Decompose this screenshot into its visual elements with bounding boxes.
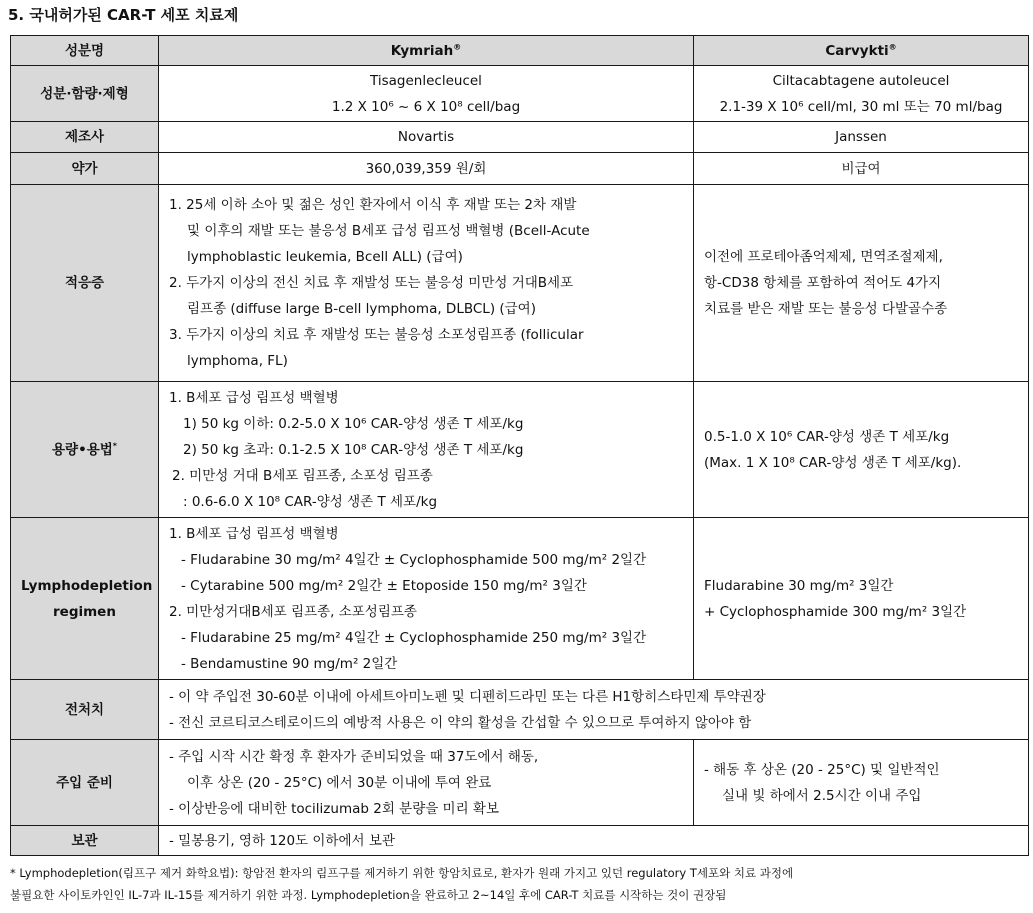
indication-kymriah-line: 2. 두가지 이상의 전신 치료 후 재발성 또는 불응성 미만성 거대B세포	[169, 275, 574, 291]
dosage-kymriah-line: 2. 미만성 거대 B세포 림프종, 소포성 림프종	[172, 467, 433, 484]
lymphodepletion-carvykti	[694, 518, 1029, 680]
lymphodepletion-kymriah-line: - Bendamustine 90 mg/m² 2일간	[181, 655, 398, 672]
infusion-prep-kymriah-line: 이후 상온 (20 - 25°C) 에서 30분 이내에 투여 완료	[187, 774, 492, 791]
indication-kymriah-line: lymphoma, FL)	[187, 353, 288, 369]
lymphodepletion-row	[11, 518, 1029, 680]
manufacturer-carvykti: Janssen	[694, 122, 1029, 153]
carvykti-registered-mark: ®	[888, 42, 897, 51]
kymriah-name: Kymriah	[390, 42, 454, 59]
indication-kymriah-line: 림프종 (diffuse large B-cell lymphoma, DLBCL) (급여)	[187, 301, 536, 317]
indication-kymriah	[159, 185, 694, 382]
indication-carvykti-line: 이전에 프로테아좀억제제, 면역조절제제,	[704, 249, 943, 265]
ingredient-kymriah-line: 1.2 X 10⁶ ~ 6 X 10⁸ cell/bag	[331, 98, 521, 115]
indication-kymriah-line: 1. 25세 이하 소아 및 젊은 성인 환자에서 이식 후 재발 또는 2차 재발	[169, 197, 577, 213]
dosage-label-text: 용량•용법	[52, 441, 113, 458]
price-row	[11, 153, 1029, 185]
manufacturer-kymriah: Novartis	[159, 122, 694, 153]
car-t-table	[10, 35, 1029, 856]
row-label-infusion-prep: 주입 준비	[11, 740, 159, 826]
infusion-prep-kymriah-line: - 이상반응에 대비한 tocilizumab 2회 분량을 미리 확보	[169, 800, 500, 817]
dosage-kymriah-line: 2) 50 kg 초과: 0.1-2.5 X 10⁸ CAR-양성 생존 T 세포/kg	[183, 441, 524, 458]
ingredient-carvykti	[694, 66, 1029, 122]
price-kymriah: 360,039,359 원/회	[159, 153, 694, 185]
dosage-kymriah	[159, 382, 694, 518]
footnote-line: * Lymphodepletion(림프구 제거 화학요법): 항암전 환자의 림프구를 제거하기 위한 항암치료로, 환자가 원래 가지고 있던 regulatory T세포와 치료 과정에	[10, 866, 794, 880]
header-row	[11, 36, 1029, 66]
dosage-row	[11, 382, 1029, 518]
manufacturer-row	[11, 122, 1029, 153]
premedication-line: - 전신 코르티코스테로이드의 예방적 사용은 이 약의 활성을 간섭할 수 있으므로 투여하지 않아야 함	[169, 714, 752, 731]
infusion-prep-row	[11, 740, 1029, 826]
lymphodepletion-kymriah	[159, 518, 694, 680]
footnote	[10, 862, 1028, 906]
infusion-prep-carvykti	[694, 740, 1029, 826]
storage-content: - 밀봉용기, 영하 120도 이하에서 보관	[159, 826, 1029, 856]
indication-kymriah-line: lymphoblastic leukemia, Bcell ALL) (급여)	[187, 249, 463, 265]
kymriah-registered-mark: ®	[453, 42, 462, 51]
lymphodepletion-kymriah-line: 1. B세포 급성 림프성 백혈병	[169, 525, 339, 542]
premedication-row	[11, 680, 1029, 740]
header-carvykti	[694, 36, 1029, 66]
indication-carvykti-line: 항-CD38 항체를 포함하여 적어도 4가지	[704, 275, 942, 291]
header-label: 성분명	[11, 36, 159, 66]
lymphodepletion-label-line: regimen	[53, 603, 116, 620]
dosage-kymriah-line: 1. B세포 급성 림프성 백혈병	[169, 389, 339, 406]
dosage-kymriah-line: : 0.6-6.0 X 10⁸ CAR-양성 생존 T 세포/kg	[183, 493, 438, 510]
row-label-manufacturer: 제조사	[11, 122, 159, 153]
dosage-carvykti	[694, 382, 1029, 518]
lymphodepletion-kymriah-line: 2. 미만성거대B세포 림프종, 소포성림프종	[169, 603, 417, 620]
price-carvykti: 비급여	[694, 153, 1029, 185]
row-label-dosage	[11, 382, 159, 518]
row-label-storage: 보관	[11, 826, 159, 856]
indication-carvykti	[694, 185, 1029, 382]
dosage-footnote-mark: *	[112, 441, 117, 450]
lymphodepletion-kymriah-line: - Fludarabine 25 mg/m² 4일간 ± Cyclophosphamide 250 mg/m² 3일간	[181, 629, 647, 646]
storage-row	[11, 826, 1029, 856]
row-label-premedication: 전처치	[11, 680, 159, 740]
carvykti-name: Carvykti	[825, 42, 889, 59]
indication-kymriah-line: 및 이후의 재발 또는 불응성 B세포 급성 림프성 백혈병 (Bcell-Acute	[187, 223, 590, 239]
indication-carvykti-line: 치료를 받은 재발 또는 불응성 다발골수종	[704, 301, 948, 317]
lymphodepletion-kymriah-line: - Fludarabine 30 mg/m² 4일간 ± Cyclophosphamide 500 mg/m² 2일간	[181, 551, 647, 568]
section-title: 5. 국내허가된 CAR-T 세포 치료제	[8, 6, 239, 24]
lymphodepletion-label-line: Lymphodepletion	[21, 577, 153, 594]
row-label-price: 약가	[11, 153, 159, 185]
row-label-ingredient: 성분·함량·제형	[11, 66, 159, 122]
infusion-prep-kymriah-line: - 주입 시작 시간 확정 후 환자가 준비되었을 때 37도에서 해동,	[169, 748, 539, 765]
ingredient-carvykti-line: 2.1-39 X 10⁶ cell/ml, 30 ml 또는 70 ml/bag	[719, 98, 1003, 115]
footnote-line: 불필요한 사이토카인인 IL-7과 IL-15를 제거하기 위한 과정. Lymphodepletion을 완료하고 2~14일 후에 CAR-T 치료를 시작하는 것이 권장됨	[10, 888, 727, 902]
dosage-carvykti-line: (Max. 1 X 10⁸ CAR-양성 생존 T 세포/kg).	[704, 454, 962, 471]
premedication-content	[159, 680, 1029, 740]
lymphodepletion-carvykti-line: Fludarabine 30 mg/m² 3일간	[704, 577, 894, 594]
premedication-line: - 이 약 주입전 30-60분 이내에 아세트아미노펜 및 디펜히드라민 또는 다른 H1항히스타민제 투약권장	[169, 688, 766, 705]
indication-kymriah-line: 3. 두가지 이상의 치료 후 재발성 또는 불응성 소포성림프종 (follicular	[169, 327, 584, 343]
indication-row	[11, 185, 1029, 382]
header-kymriah	[159, 36, 694, 66]
infusion-prep-kymriah	[159, 740, 694, 826]
ingredient-carvykti-line: Ciltacabtagene autoleucel	[772, 72, 950, 89]
lymphodepletion-carvykti-line: + Cyclophosphamide 300 mg/m² 3일간	[704, 603, 967, 620]
ingredient-kymriah-line: Tisagenlecleucel	[370, 72, 482, 89]
ingredient-row	[11, 66, 1029, 122]
infusion-prep-carvykti-line: 실내 빛 하에서 2.5시간 이내 주입	[722, 787, 922, 804]
dosage-kymriah-line: 1) 50 kg 이하: 0.2-5.0 X 10⁶ CAR-양성 생존 T 세포/kg	[183, 415, 524, 432]
dosage-carvykti-line: 0.5-1.0 X 10⁶ CAR-양성 생존 T 세포/kg	[704, 428, 950, 445]
ingredient-kymriah	[159, 66, 694, 122]
lymphodepletion-kymriah-line: - Cytarabine 500 mg/m² 2일간 ± Etoposide 150 mg/m² 3일간	[181, 577, 587, 594]
row-label-indication: 적응증	[11, 185, 159, 382]
infusion-prep-carvykti-line: - 해동 후 상온 (20 - 25°C) 및 일반적인	[704, 761, 940, 778]
row-label-lymphodepletion	[11, 518, 159, 680]
